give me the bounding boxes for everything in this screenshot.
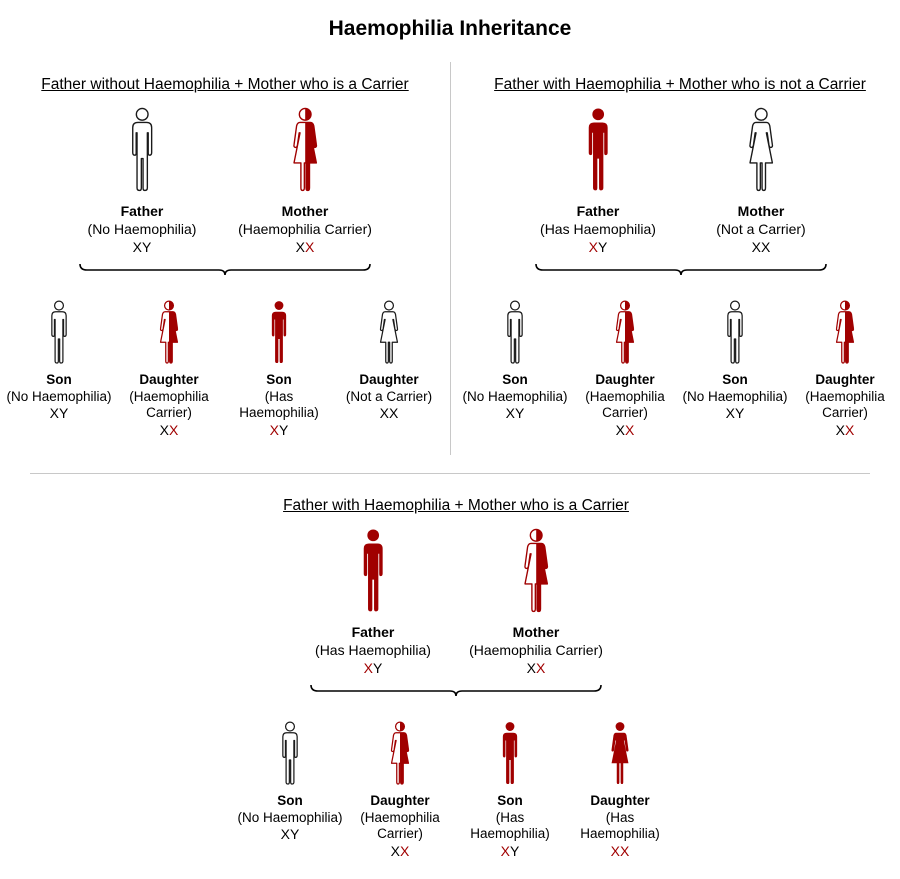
- genotype: [570, 422, 680, 439]
- status-text: (Haemophilia Carrier): [585, 388, 665, 420]
- child-label: [4, 372, 114, 422]
- allele-2: X: [620, 842, 630, 859]
- female-figure-icon: [744, 107, 778, 193]
- status-text: (Not a Carrier): [345, 388, 433, 404]
- allele-2: Y: [735, 405, 745, 421]
- role-name: Son: [277, 793, 303, 808]
- horizontal-divider: [30, 473, 870, 474]
- role-name: Mother: [512, 624, 560, 640]
- role-name: Father: [576, 203, 620, 219]
- role-name: Son: [266, 372, 292, 387]
- allele-1: X: [269, 421, 279, 438]
- status-text: (Haemophilia Carrier): [469, 642, 603, 658]
- parent-label: [88, 202, 197, 256]
- diagram-title: Haemophilia Inheritance: [328, 17, 572, 40]
- role-name: Daughter: [359, 372, 419, 387]
- genotype: [565, 843, 675, 860]
- parent-father: [125, 107, 159, 193]
- genotype: [235, 826, 345, 843]
- child-label: [790, 372, 900, 438]
- role-name: Daughter: [595, 372, 655, 387]
- status-text: (Not a Carrier): [716, 221, 806, 237]
- allele-2: X: [625, 421, 635, 438]
- bracket-connector: [78, 264, 372, 278]
- bracket-connector: [309, 685, 603, 699]
- genotype: [315, 659, 431, 677]
- genotype: [334, 405, 444, 422]
- child-label: [235, 793, 345, 843]
- female-figure-icon: [832, 300, 858, 365]
- status-text: (Haemophilia Carrier): [360, 809, 440, 841]
- child-daughter: [376, 300, 402, 365]
- allele-1: X: [751, 239, 761, 255]
- allele-2: Y: [373, 660, 383, 676]
- child-label: [114, 372, 224, 438]
- genotype: [680, 405, 790, 422]
- role-name: Daughter: [815, 372, 875, 387]
- child-daughter: [387, 721, 413, 786]
- child-son: [277, 721, 303, 786]
- allele-1: X: [588, 239, 598, 255]
- allele-2: X: [389, 405, 399, 421]
- status-text: (No Haemophilia): [237, 809, 343, 825]
- allele-1: X: [725, 405, 735, 421]
- female-figure-icon: [612, 300, 638, 365]
- allele-2: X: [400, 842, 410, 859]
- role-name: Son: [502, 372, 528, 387]
- status-text: (Has Haemophilia): [580, 809, 660, 841]
- panel-title: Father without Haemophilia + Mother who is a Carrier: [41, 76, 409, 93]
- status-text: (No Haemophilia): [682, 388, 788, 404]
- parent-father: [581, 107, 615, 193]
- status-text: (Has Haemophilia): [315, 642, 431, 658]
- child-label: [334, 372, 444, 422]
- parent-label: [716, 202, 805, 256]
- allele-2: Y: [515, 405, 525, 421]
- parent-label: [540, 202, 656, 256]
- bracket-connector: [534, 264, 828, 278]
- role-name: Daughter: [139, 372, 199, 387]
- allele-1: X: [526, 660, 536, 676]
- genotype: [460, 405, 570, 422]
- status-text: (No Haemophilia): [462, 388, 568, 404]
- genotype: [716, 238, 805, 256]
- parent-label: [315, 623, 431, 677]
- role-name: Mother: [737, 203, 785, 219]
- child-son: [46, 300, 72, 365]
- allele-2: Y: [59, 405, 69, 421]
- panel-title: Father with Haemophilia + Mother who is not a Carrier: [494, 76, 866, 93]
- female-figure-icon: [387, 721, 413, 786]
- panel-title: Father with Haemophilia + Mother who is a Carrier: [283, 497, 629, 514]
- child-label: [460, 372, 570, 422]
- status-text: (No Haemophilia): [6, 388, 112, 404]
- allele-1: X: [49, 405, 59, 421]
- status-text: (Haemophilia Carrier): [238, 221, 372, 237]
- child-daughter: [832, 300, 858, 365]
- child-son: [266, 300, 292, 365]
- genotype: [455, 843, 565, 860]
- child-label: [345, 793, 455, 859]
- role-name: Father: [351, 624, 395, 640]
- female-figure-icon: [376, 300, 402, 365]
- child-label: [680, 372, 790, 422]
- genotype: [114, 422, 224, 439]
- role-name: Son: [722, 372, 748, 387]
- status-text: (Has Haemophilia): [239, 388, 319, 420]
- role-name: Mother: [281, 203, 329, 219]
- child-son: [497, 721, 523, 786]
- male-figure-icon: [46, 300, 72, 365]
- allele-1: X: [835, 421, 845, 438]
- status-text: (Has Haemophilia): [540, 221, 656, 237]
- genotype: [345, 843, 455, 860]
- allele-2: X: [535, 660, 546, 676]
- male-figure-icon: [722, 300, 748, 365]
- allele-2: Y: [510, 842, 520, 859]
- status-text: (Has Haemophilia): [470, 809, 550, 841]
- female-figure-icon: [519, 528, 553, 614]
- male-figure-icon: [356, 528, 390, 614]
- child-label: [224, 372, 334, 438]
- male-figure-icon: [497, 721, 523, 786]
- allele-1: X: [390, 842, 400, 859]
- genotype: [790, 422, 900, 439]
- child-daughter: [612, 300, 638, 365]
- genotype: [224, 422, 334, 439]
- allele-2: X: [169, 421, 179, 438]
- allele-2: Y: [279, 421, 289, 438]
- status-text: (Haemophilia Carrier): [129, 388, 209, 420]
- allele-2: X: [845, 421, 855, 438]
- genotype: [238, 238, 372, 256]
- allele-1: X: [379, 405, 389, 421]
- female-figure-icon: [156, 300, 182, 365]
- child-label: [455, 793, 565, 859]
- parent-label: [469, 623, 603, 677]
- allele-2: X: [761, 239, 771, 255]
- child-daughter: [156, 300, 182, 365]
- genotype: [469, 659, 603, 677]
- parent-mother: [288, 107, 322, 193]
- male-figure-icon: [502, 300, 528, 365]
- allele-1: X: [505, 405, 515, 421]
- genotype: [88, 238, 197, 256]
- allele-1: X: [363, 660, 373, 676]
- female-figure-icon: [607, 721, 633, 786]
- allele-1: X: [295, 239, 305, 255]
- male-figure-icon: [277, 721, 303, 786]
- role-name: Daughter: [590, 793, 650, 808]
- status-text: (Haemophilia Carrier): [805, 388, 885, 420]
- allele-2: Y: [142, 239, 152, 255]
- child-label: [565, 793, 675, 859]
- parent-mother: [519, 528, 553, 614]
- male-figure-icon: [266, 300, 292, 365]
- allele-1: X: [500, 842, 510, 859]
- role-name: Son: [497, 793, 523, 808]
- allele-2: Y: [290, 826, 300, 842]
- allele-1: X: [610, 842, 620, 859]
- role-name: Son: [46, 372, 72, 387]
- allele-2: X: [304, 239, 315, 255]
- child-daughter: [607, 721, 633, 786]
- male-figure-icon: [125, 107, 159, 193]
- allele-1: X: [615, 421, 625, 438]
- allele-1: X: [159, 421, 169, 438]
- allele-2: Y: [598, 239, 608, 255]
- role-name: Daughter: [370, 793, 430, 808]
- child-son: [502, 300, 528, 365]
- genotype: [540, 238, 656, 256]
- child-label: [570, 372, 680, 438]
- genotype: [4, 405, 114, 422]
- parent-mother: [744, 107, 778, 193]
- allele-1: X: [132, 239, 142, 255]
- child-son: [722, 300, 748, 365]
- female-figure-icon: [288, 107, 322, 193]
- role-name: Father: [120, 203, 164, 219]
- parent-label: [238, 202, 372, 256]
- allele-1: X: [280, 826, 290, 842]
- parent-father: [356, 528, 390, 614]
- male-figure-icon: [581, 107, 615, 193]
- status-text: (No Haemophilia): [87, 221, 197, 237]
- vertical-divider: [450, 62, 451, 455]
